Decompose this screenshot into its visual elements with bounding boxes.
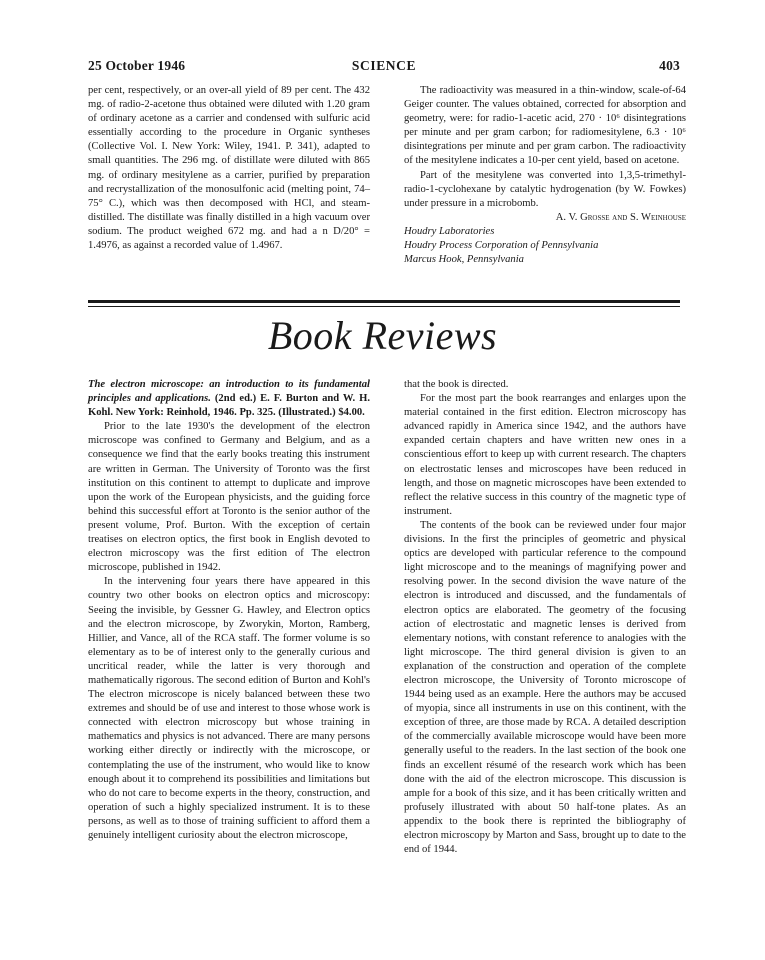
page-header [88, 58, 680, 76]
author-signature: A. V. Grosse and S. Weinhouse [555, 211, 686, 223]
article-continuation-right-column [404, 84, 686, 267]
article-paragraph: per cent, respectively, or an over-all yield of 89 per cent. The 432 mg. of radio-2-acetone thus obtained were diluted with 1.20 gram of ordinary acetone as a carrier and condensed with sulfuric acid essentially according to the procedure in Organic syntheses (Collective Vol. I. New York: Wiley, 1941. P. 341), adapted to small quantities. The 296 mg. of distillate were diluted with 865 mg. of ordinary mesitylene as a carrier, purified by preparation and recrystallization of the monosulfonic acid (melting point, 74–75° C.), which was then decomposed with HCl, and steam-distilled. The distillate was finally distilled in a high vacuum over sodium. The product weighed 672 mg. and had a n D/20° = 1.4976, as against a recorded value of 1.4967. [88, 85, 370, 252]
review-right-column [404, 378, 686, 857]
author-affiliation: Houdry Process Corporation of Pennsylvania [404, 240, 599, 252]
page-number: 403 [659, 58, 680, 73]
review-paragraph: For the most part the book rearranges and enlarges upon the material contained in the first edition. Electron microscopy has advanced rapidly in America since 1942, and the authors have expanded certain chapters and have written new ones in a conscientious effort to keep up with current research. The chapters on electrostatic lenses and microscopes have been reduced in length, and those on magnetic microscopes have been extended to reflect the relative success in this country of the magnetic type of instrument. [404, 393, 687, 517]
section-divider-thin [88, 306, 680, 307]
book-details: (2nd ed.) E. F. Burton and W. H. Kohl. New York: Reinhold, 1946. Pp. 325. (Illustrated.) $4.00. [88, 393, 371, 419]
review-paragraph: In the intervening four years there have appeared in this country two other books on electron optics and microscopy: Seeing the invisible, by Gessner G. Hawley, and Electron optics and the electron microscope, by Zworykin, Morton, Ramberg, Hillier, and Vance, all of the RCA staff. The former volume is so elementary as to be of interest only to the generally curious and uncritical reader, while the latter is very thorough and mathematically rigorous. The second edition of Burton and Kohl's The electron microscope is nicely balanced between these two extremes and should be of use and interest to those whose work is connected with electron microscopy but whose training in mathematics and physics is not advanced. There are many persons working either directly or indirectly with the microscope, or contemplating the use of the instrument, who would like to know enough about it to comprehend its possibilities and limitations but who do not care to become experts in the theory, construction, and operation of such a highly specialized instrument. It is to these persons, as well as to those of training sufficient to afford them a genuinely intelligent curiosity about the electron microscope, [88, 576, 370, 841]
author-affiliation: Marcus Hook, Pennsylvania [404, 254, 524, 266]
review-paragraph: The contents of the book can be reviewed under four major divisions. In the first the principles of geometric and physical optics are developed with particular reference to the compound light microscope and to the meanings of magnifying power and resolving power. In the second division the wave nature of the electron is introduced and discussed, and the fundamentals of electron optics are elaborated. The geometry of the focusing action of electrostatic and magnetic lenses is derived from elementary notions, with constant reference to analogies with the light microscope. The third general division is given to an explanation of the construction and operation of the complete electron microscope, the University of Toronto microscope of 1944 being used as an example. Here the authors may be accused of myopia, since all instruments in use on this continent, with the exception of three, are those made by RCA. A detailed description of the commercially available microscope would have been more generally useful to the readers. In the last section of the book one finds an excellent résumé of the research work which has been done with the aid of the electron microscope. This discussion is ample for a book of this size, and it has been critically written and profusely illustrated with about 50 half-tone plates. As an appendix to the book there is reprinted the bibliography of electron microscopy by Marton and Sass, brought up to date to the end of 1944. [404, 519, 686, 856]
review-left-column [88, 378, 370, 843]
section-divider [88, 300, 680, 303]
article-paragraph: Part of the mesitylene was converted into 1,3,5-trimethyl-radio-1-cyclohexane by catalytic hydrogenation (by W. Fowkes) under pressure in a microbomb. [404, 169, 686, 209]
article-continuation-left-column [88, 84, 370, 253]
journal-name: SCIENCE [351, 58, 417, 73]
author-affiliation: Houdry Laboratories [404, 225, 495, 237]
review-paragraph: that the book is directed. [404, 379, 509, 390]
issue-date: 25 October 1946 [88, 58, 186, 73]
review-paragraph: Prior to the late 1930's the development of the electron microscope was confined to Germany and Belgium, and as a consequence we find that the early books treating this instrument are written in German. The University of Toronto was the first institution on this continent to attempt to duplicate and improve upon the work of the European physicists, and the guiding force behind this successful effort at Toronto is the senior author of the present volume, Prof. Burton. With the exception of certain treatises on electron optics, the first book in English devoted to electron microscopy was the first edition of The electron microscope, published in 1942. [88, 421, 370, 574]
book-title: The electron microscope: an introduction to its fundamental principles and applications. [88, 379, 370, 405]
section-title: Book Reviews [267, 313, 498, 358]
article-paragraph: The radioactivity was measured in a thin-window, scale-of-64 Geiger counter. The values obtained, corrected for absorption and geometry, were: for radio-1-acetic acid, 270 · 10⁶ disintegrations per minute and per gram carbon; for radiomesitylene, 6.3 · 10⁶ disintegrations per minute and per gram carbon. The radioactivity of the mesitylene indicates a 10-per cent yield, based on acetone. [404, 85, 686, 167]
book-reference [88, 378, 370, 420]
